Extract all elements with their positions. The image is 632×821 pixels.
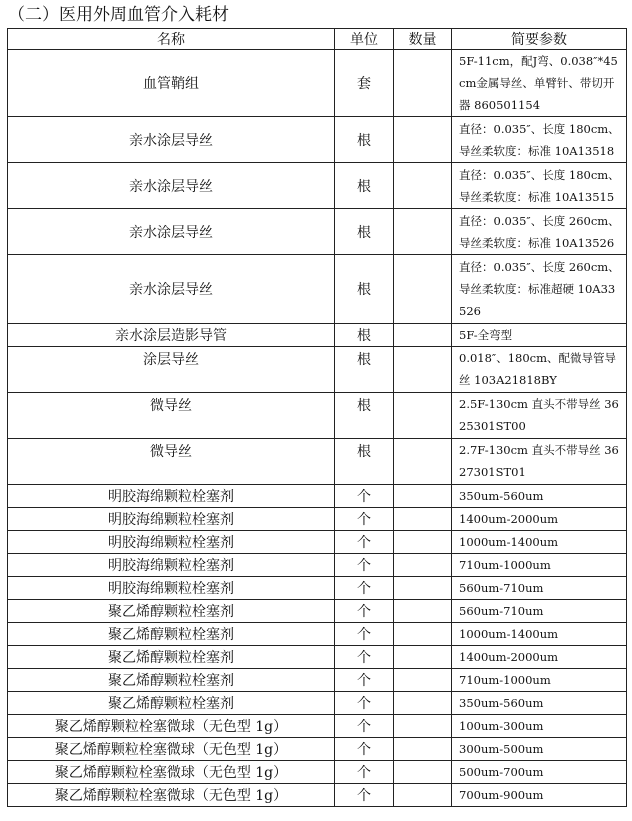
item-qty [394, 577, 452, 600]
item-name: 明胶海绵颗粒栓塞剂 [8, 531, 335, 554]
item-qty [394, 163, 452, 209]
item-params: 300um-500um [452, 738, 627, 761]
item-params: 1000um-1400um [452, 623, 627, 646]
table-row [8, 761, 627, 784]
item-params: 5F-11cm，配J弯、0.038″*45cm金属导丝、单臂针、带切开器 860501154 [452, 50, 627, 117]
item-params: 0.018″、180cm、配微导管导丝 103A21818BY [452, 347, 627, 393]
item-unit: 根 [335, 439, 394, 485]
item-params: 710um-1000um [452, 554, 627, 577]
item-qty [394, 715, 452, 738]
item-name: 亲水涂层导丝 [8, 117, 335, 163]
item-unit: 根 [335, 163, 394, 209]
item-name: 明胶海绵颗粒栓塞剂 [8, 554, 335, 577]
header-unit: 单位 [335, 29, 394, 50]
table-row [8, 324, 627, 347]
item-unit: 个 [335, 692, 394, 715]
item-name: 亲水涂层导丝 [8, 209, 335, 255]
table-row [8, 50, 627, 117]
item-qty [394, 439, 452, 485]
table-row [8, 485, 627, 508]
table-row [8, 117, 627, 163]
item-unit: 套 [335, 50, 394, 117]
item-name: 明胶海绵颗粒栓塞剂 [8, 508, 335, 531]
item-params: 560um-710um [452, 577, 627, 600]
item-params: 2.7F-130cm 直头不带导丝 3627301ST01 [452, 439, 627, 485]
table-row [8, 508, 627, 531]
item-unit: 根 [335, 117, 394, 163]
item-name: 亲水涂层导丝 [8, 163, 335, 209]
item-unit: 个 [335, 761, 394, 784]
item-name: 聚乙烯醇颗粒栓塞微球（无色型 1g） [8, 761, 335, 784]
item-name: 微导丝 [8, 439, 335, 485]
item-name: 明胶海绵颗粒栓塞剂 [8, 577, 335, 600]
table-row [8, 623, 627, 646]
item-name: 亲水涂层导丝 [8, 255, 335, 324]
consumables-table [7, 28, 627, 807]
item-params: 5F-全弯型 [452, 324, 627, 347]
item-name: 明胶海绵颗粒栓塞剂 [8, 485, 335, 508]
header-params: 简要参数 [452, 29, 627, 50]
item-qty [394, 623, 452, 646]
item-unit: 个 [335, 531, 394, 554]
item-name: 血管鞘组 [8, 50, 335, 117]
section-title: （二）医用外周血管介入耗材 [8, 5, 229, 25]
item-params: 直径：0.035″、长度 180cm、导丝柔软度：标准 10A13518 [452, 117, 627, 163]
item-qty [394, 50, 452, 117]
item-unit: 根 [335, 324, 394, 347]
item-unit: 个 [335, 784, 394, 807]
table-row [8, 692, 627, 715]
table-row [8, 393, 627, 439]
item-qty [394, 255, 452, 324]
item-params: 350um-560um [452, 485, 627, 508]
item-qty [394, 669, 452, 692]
table-header-row [8, 29, 627, 50]
table-row [8, 646, 627, 669]
table-row [8, 554, 627, 577]
table-row [8, 531, 627, 554]
item-name: 聚乙烯醇颗粒栓塞剂 [8, 646, 335, 669]
item-name: 聚乙烯醇颗粒栓塞微球（无色型 1g） [8, 784, 335, 807]
item-params: 1400um-2000um [452, 508, 627, 531]
table-row [8, 255, 627, 324]
item-name: 涂层导丝 [8, 347, 335, 393]
item-qty [394, 393, 452, 439]
item-params: 1000um-1400um [452, 531, 627, 554]
item-qty [394, 117, 452, 163]
item-unit: 根 [335, 255, 394, 324]
item-qty [394, 554, 452, 577]
item-name: 亲水涂层造影导管 [8, 324, 335, 347]
item-unit: 个 [335, 577, 394, 600]
item-qty [394, 209, 452, 255]
item-qty [394, 600, 452, 623]
table-row [8, 784, 627, 807]
item-params: 2.5F-130cm 直头不带导丝 3625301ST00 [452, 393, 627, 439]
item-qty [394, 784, 452, 807]
item-params: 700um-900um [452, 784, 627, 807]
item-unit: 个 [335, 554, 394, 577]
item-unit: 个 [335, 508, 394, 531]
item-params: 直径：0.035″、长度 260cm、导丝柔软度：标准 10A13526 [452, 209, 627, 255]
item-unit: 个 [335, 738, 394, 761]
table-row [8, 163, 627, 209]
item-unit: 根 [335, 347, 394, 393]
table-row [8, 738, 627, 761]
item-qty [394, 508, 452, 531]
item-name: 聚乙烯醇颗粒栓塞微球（无色型 1g） [8, 738, 335, 761]
item-params: 1400um-2000um [452, 646, 627, 669]
item-params: 560um-710um [452, 600, 627, 623]
item-unit: 根 [335, 393, 394, 439]
item-name: 聚乙烯醇颗粒栓塞剂 [8, 692, 335, 715]
item-unit: 个 [335, 623, 394, 646]
item-qty [394, 531, 452, 554]
item-name: 聚乙烯醇颗粒栓塞剂 [8, 600, 335, 623]
table-row [8, 715, 627, 738]
header-name: 名称 [8, 29, 335, 50]
table-row [8, 439, 627, 485]
header-qty: 数量 [394, 29, 452, 50]
item-unit: 个 [335, 715, 394, 738]
item-params: 500um-700um [452, 761, 627, 784]
table-row [8, 347, 627, 393]
item-unit: 个 [335, 646, 394, 669]
table-row [8, 669, 627, 692]
item-unit: 根 [335, 209, 394, 255]
item-name: 微导丝 [8, 393, 335, 439]
item-params: 直径：0.035″、长度 260cm、导丝柔软度：标准超硬 10A33526 [452, 255, 627, 324]
item-params: 直径：0.035″、长度 180cm、导丝柔软度：标准 10A13515 [452, 163, 627, 209]
item-params: 710um-1000um [452, 669, 627, 692]
item-params: 350um-560um [452, 692, 627, 715]
item-qty [394, 738, 452, 761]
item-name: 聚乙烯醇颗粒栓塞微球（无色型 1g） [8, 715, 335, 738]
item-unit: 个 [335, 485, 394, 508]
table-row [8, 600, 627, 623]
table-row [8, 577, 627, 600]
item-unit: 个 [335, 600, 394, 623]
item-qty [394, 761, 452, 784]
item-qty [394, 347, 452, 393]
item-qty [394, 646, 452, 669]
item-unit: 个 [335, 669, 394, 692]
item-name: 聚乙烯醇颗粒栓塞剂 [8, 623, 335, 646]
item-qty [394, 324, 452, 347]
item-params: 100um-300um [452, 715, 627, 738]
item-qty [394, 485, 452, 508]
item-name: 聚乙烯醇颗粒栓塞剂 [8, 669, 335, 692]
item-qty [394, 692, 452, 715]
table-row [8, 209, 627, 255]
